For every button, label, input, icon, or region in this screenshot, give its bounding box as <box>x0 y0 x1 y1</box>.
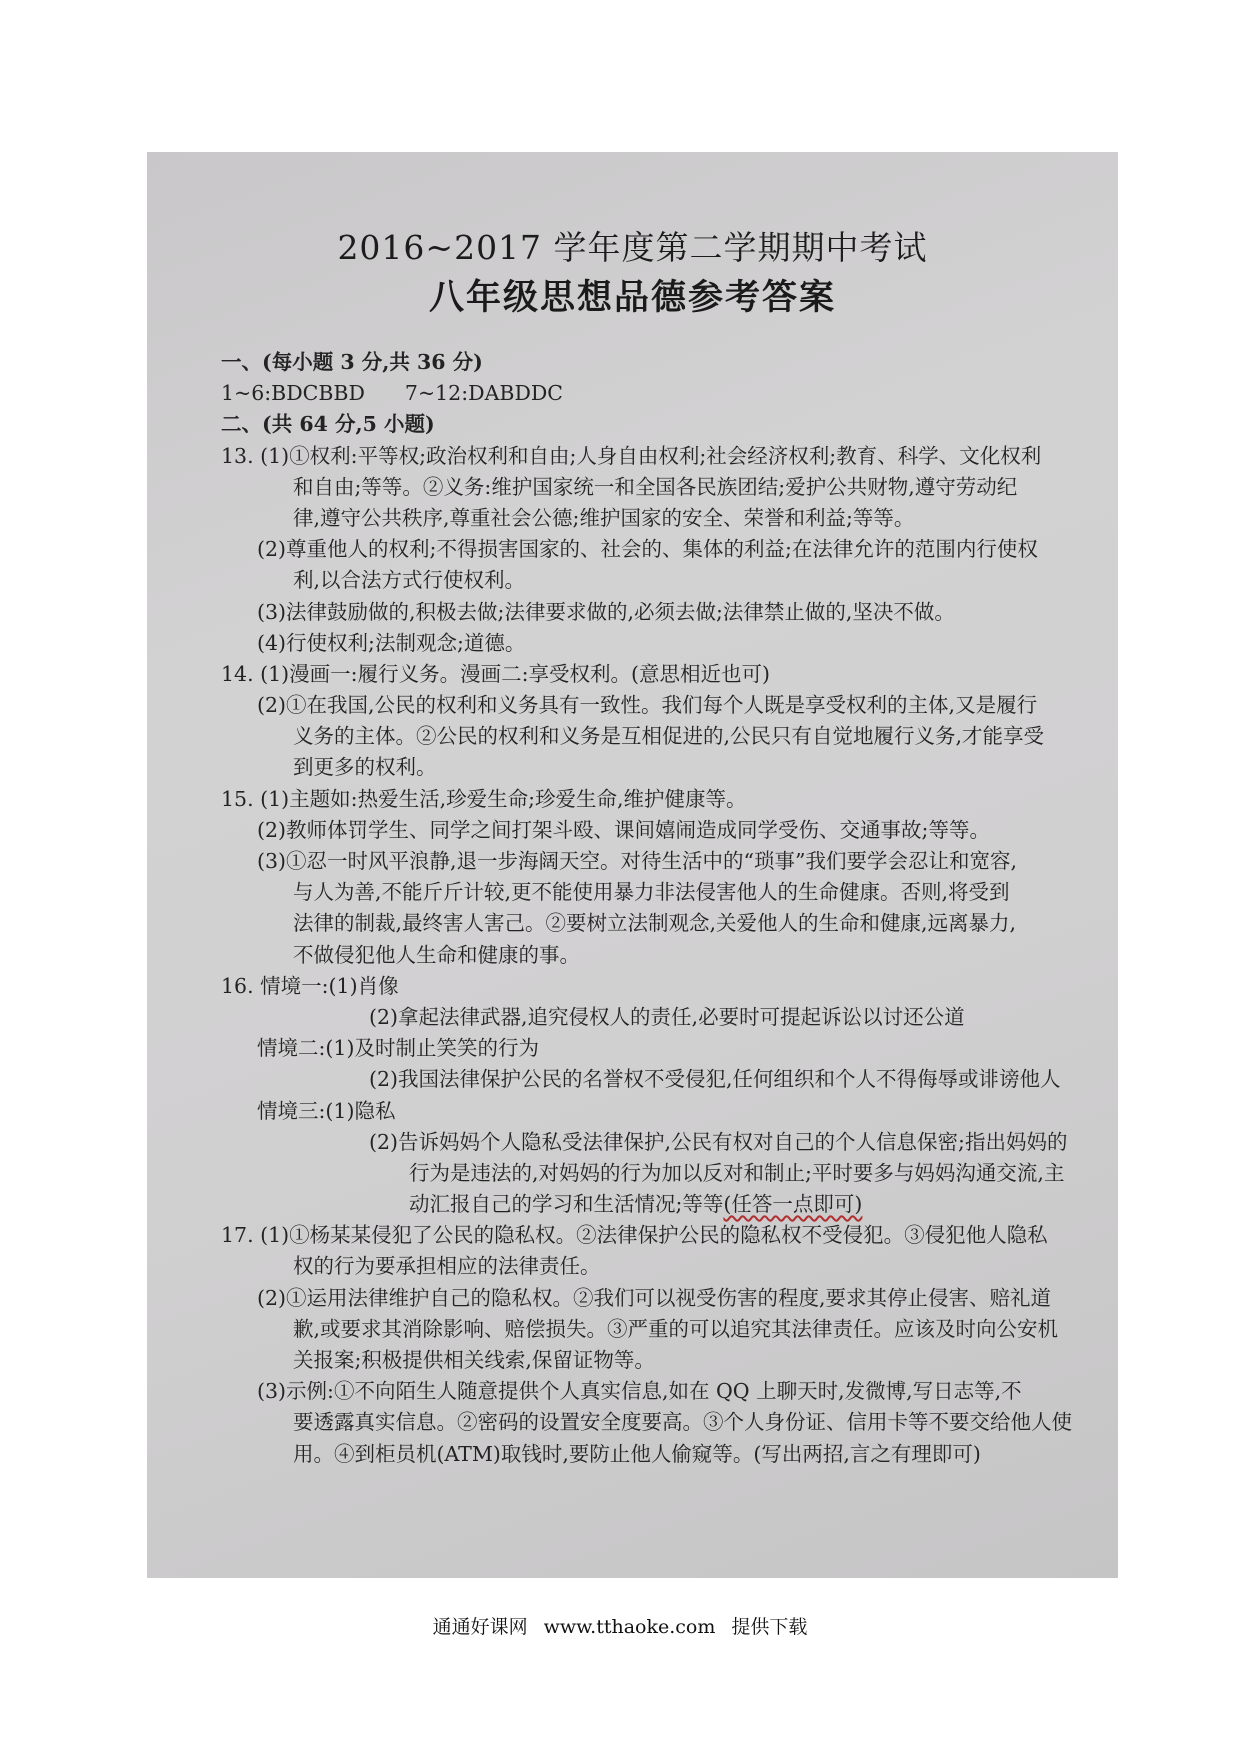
answer-line <box>221 1189 1101 1220</box>
answer-line: 不做侵犯他人生命和健康的事。 <box>293 942 580 967</box>
answer-line: 行为是违法的,对妈妈的行为加以反对和制止;平时要多与妈妈沟通交流,主 <box>409 1160 1065 1185</box>
answer-key-title: 八年级思想品德参考答案 <box>428 277 836 318</box>
answer-line: (3)示例:①不向陌生人随意提供个人真实信息,如在 QQ 上聊天时,发微博,写日志等,不 <box>257 1379 1022 1404</box>
answer-line: 要透露真实信息。②密码的设置安全度要高。③个人身份证、信用卡等不要交给他人使 <box>293 1410 1072 1435</box>
answer-line: 14. (1)漫画一:履行义务。漫画二:享受权利。(意思相近也可) <box>221 661 770 686</box>
answer-line: (3)①忍一时风平浪静,退一步海阔天空。对待生活中的“琐事”我们要学会忍让和宽容, <box>257 849 1018 873</box>
answer-line: (2)拿起法律武器,追究侵权人的责任,必要时可提起诉讼以讨还公道 <box>369 1004 965 1029</box>
mc-answers-7-12: 7~12:DABDDC <box>404 381 563 406</box>
answer-line: (3)法律鼓励做的,积极去做;法律要求做的,必须去做;法律禁止做的,坚决不做。 <box>257 599 955 624</box>
answer-line: 关报案;积极提供相关线索,保留证物等。 <box>293 1348 655 1372</box>
answer-line: 15. (1)主题如:热爱生活,珍爱生命;珍爱生命,维护健康等。 <box>221 786 747 811</box>
answer-line: 情境三:(1)隐私 <box>257 1098 396 1123</box>
answer-line: 13. (1)①权利:平等权;政治权利和自由;人身自由权利;社会经济权利;教育、科学、文化权利 <box>221 443 1042 468</box>
answer-line: 17. (1)①杨某某侵犯了公民的隐私权。②法律保护公民的隐私权不受侵犯。③侵犯他人隐私 <box>221 1223 1048 1248</box>
answer-line: 法律的制裁,最终害人害己。②要树立法制观念,关爱他人的生命和健康,远离暴力, <box>293 911 1017 936</box>
answer-text: 动汇报自己的学习和生活情况;等等 <box>409 1192 724 1217</box>
section-1-heading: 一、(每小题 3 分,共 36 分) <box>221 350 483 374</box>
answer-line: 16. 情境一:(1)肖像 <box>221 973 399 998</box>
answer-line: (2)尊重他人的权利;不得损害国家的、社会的、集体的利益;在法律允许的范围内行使权 <box>257 537 1038 562</box>
mc-answers <box>221 378 1101 409</box>
answer-line: 情境二:(1)及时制止笑笑的行为 <box>257 1036 539 1061</box>
handwritten-underline-mark: (任答一点即可) <box>723 1192 863 1217</box>
mc-answers-1-6: 1~6:BDCBBD <box>221 381 365 406</box>
answer-line: (2)①在我国,公民的权利和义务具有一致性。我们每个人既是享受权利的主体,又是履行 <box>257 693 1038 718</box>
answer-line: 歉,或要求其消除影响、赔偿损失。③严重的可以追究其法律责任。应该及时向公安机 <box>293 1316 1059 1341</box>
answer-line: 用。④到柜员机(ATM)取钱时,要防止他人偷窥等。(写出两招,言之有理即可) <box>293 1441 981 1466</box>
answer-line: (2)①运用法律维护自己的隐私权。②我们可以视受伤害的程度,要求其停止侵害、赔礼道 <box>257 1285 1052 1310</box>
answer-line: 与人为善,不能斤斤计较,更不能使用暴力非法侵害他人的生命健康。否则,将受到 <box>293 880 1010 905</box>
download-footer <box>0 1612 1240 1639</box>
answer-line: 义务的主体。②公民的权利和义务是互相促进的,公民只有自觉地履行义务,才能享受 <box>293 724 1045 749</box>
answer-line: 权的行为要承担相应的法律责任。 <box>293 1254 601 1279</box>
answer-line: 和自由;等等。②义务:维护国家统一和全国各民族团结;爱护公共财物,遵守劳动纪 <box>293 474 1018 499</box>
footer-site-name: 通通好课网 <box>432 1616 528 1638</box>
answer-line: 到更多的权利。 <box>293 755 437 780</box>
footer-url-link[interactable]: www.tthaoke.com <box>543 1616 716 1638</box>
answer-line: 利,以合法方式行使权利。 <box>293 568 526 593</box>
answer-line: 律,遵守公共秩序,尊重社会公德;维护国家的安全、荣誉和利益;等等。 <box>293 505 915 530</box>
footer-suffix: 提供下载 <box>731 1616 808 1638</box>
section-2-heading: 二、(共 64 分,5 小题) <box>221 412 435 437</box>
exam-title: 2016~2017 学年度第二学期期中考试 <box>337 228 928 267</box>
answer-line: (2)我国法律保护公民的名誉权不受侵犯,任何组织和个人不得侮辱或诽谤他人 <box>369 1067 1061 1092</box>
answer-line: (4)行使权利;法制观念;道德。 <box>257 630 526 655</box>
answer-body <box>221 347 1101 1470</box>
answer-line: (2)告诉妈妈个人隐私受法律保护,公民有权对自己的个人信息保密;指出妈妈的 <box>369 1129 1068 1154</box>
answer-line: (2)教师体罚学生、同学之间打架斗殴、课间嬉闹造成同学受伤、交通事故;等等。 <box>257 817 990 842</box>
scanned-answer-sheet <box>147 152 1118 1578</box>
